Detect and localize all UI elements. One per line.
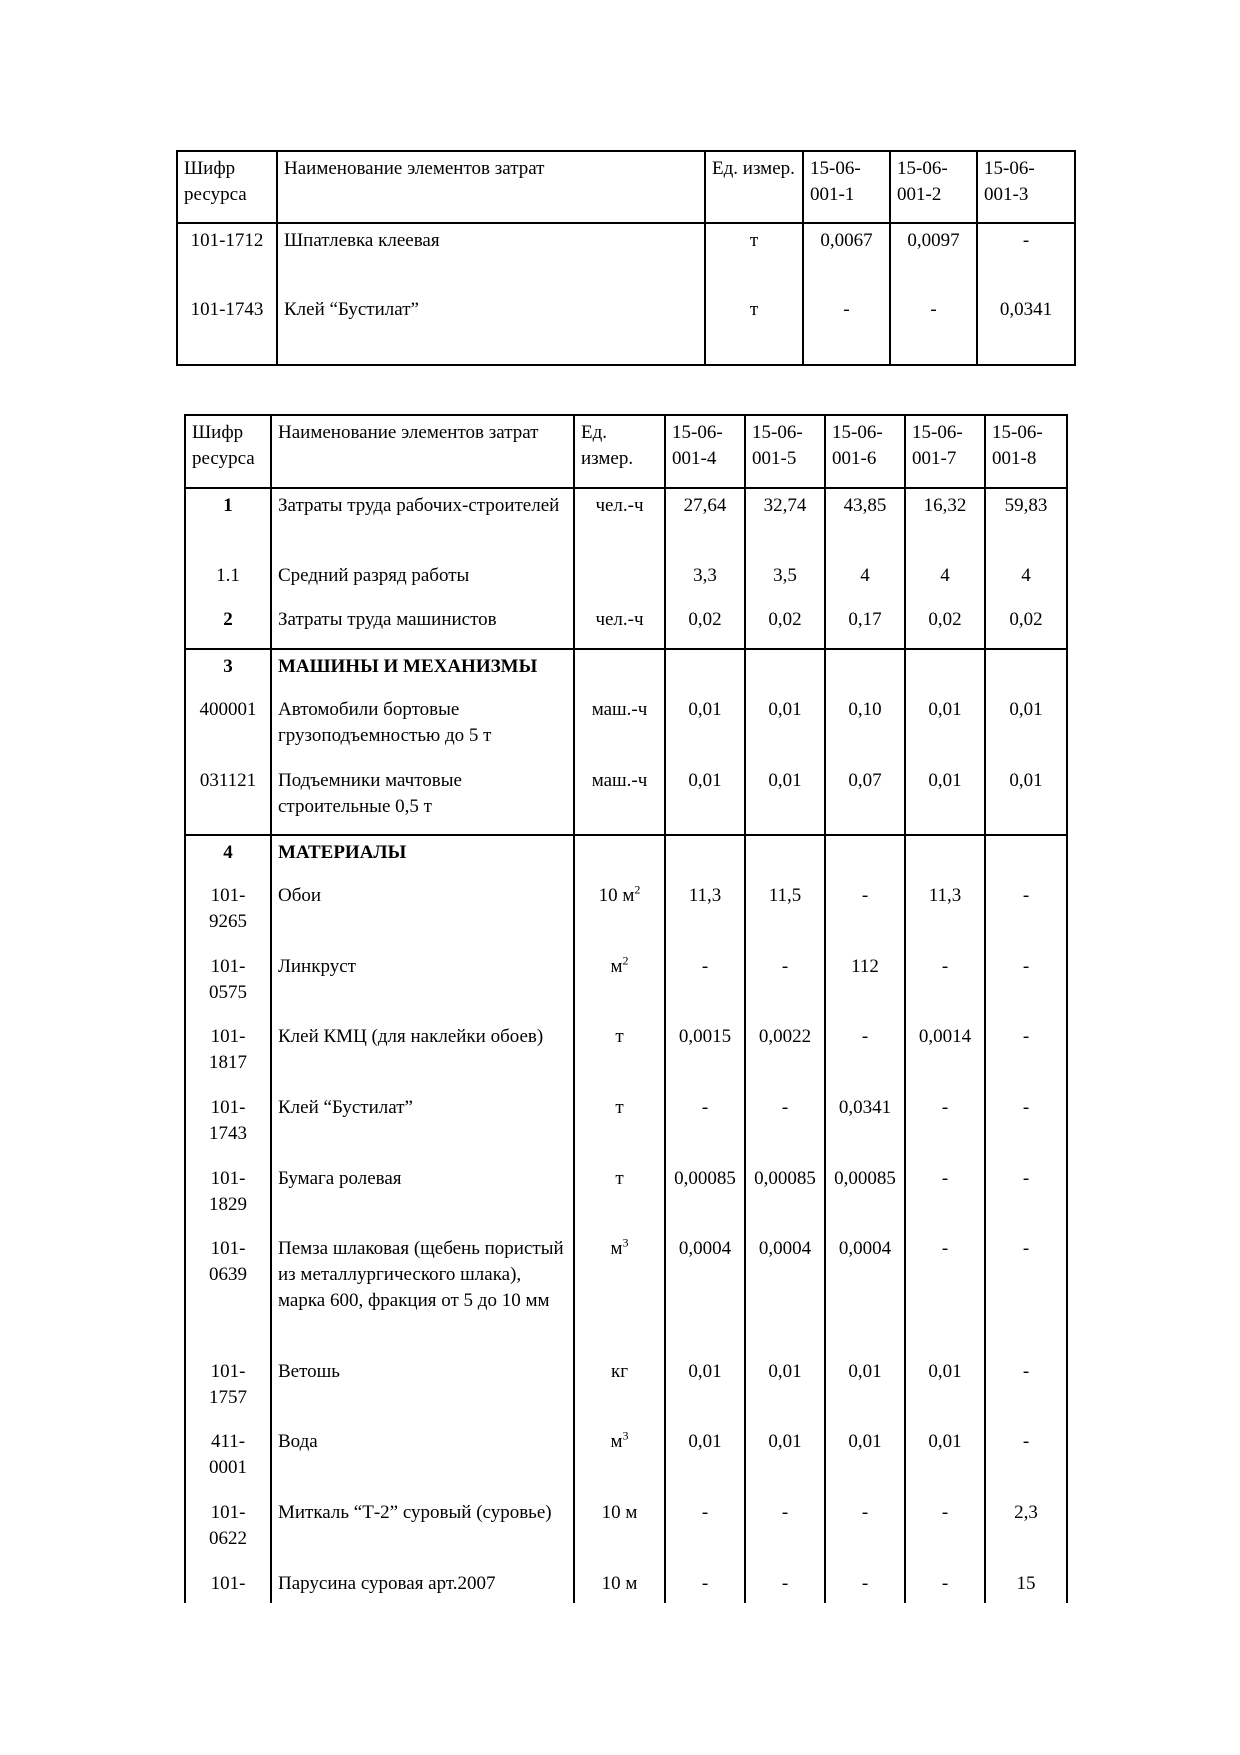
resource-unit: 10 м <box>574 1567 665 1603</box>
resource-unit <box>574 649 665 693</box>
resource-name: Клей “Бустилат” <box>271 1091 574 1162</box>
table-row <box>185 559 1067 603</box>
resource-value: - <box>977 223 1075 293</box>
resource-value: 0,01 <box>985 764 1067 835</box>
resource-value: - <box>665 1496 745 1567</box>
resource-unit: т <box>574 1020 665 1091</box>
resource-unit: кг <box>574 1355 665 1425</box>
resource-value: 3,3 <box>665 559 745 603</box>
resource-value: 0,0341 <box>977 293 1075 365</box>
resource-unit: 10 м <box>574 1496 665 1567</box>
resource-value: - <box>985 1355 1067 1425</box>
resource-value: 0,01 <box>665 693 745 764</box>
resource-name: Линкруст <box>271 950 574 1020</box>
resource-name: Клей КМЦ (для наклейки обоев) <box>271 1020 574 1091</box>
resource-value: 3,5 <box>745 559 825 603</box>
resource-unit <box>574 835 665 879</box>
resource-table-1 <box>176 150 1076 366</box>
resource-code: 101-1743 <box>185 1091 271 1162</box>
resource-name: Клей “Бустилат” <box>277 293 705 365</box>
resource-value: 0,00085 <box>665 1162 745 1232</box>
resource-code: 101-0622 <box>185 1496 271 1567</box>
resource-value: 11,3 <box>665 879 745 950</box>
resource-unit: маш.-ч <box>574 764 665 835</box>
resource-unit: т <box>705 293 803 365</box>
resource-value: - <box>825 879 905 950</box>
resource-value: 0,0341 <box>825 1091 905 1162</box>
resource-code: 101-1712 <box>177 223 277 293</box>
header-col-8: 15-06-001-8 <box>985 415 1067 488</box>
resource-value: - <box>825 1567 905 1603</box>
section-code: 3 <box>185 649 271 693</box>
resource-value <box>985 649 1067 693</box>
resource-value <box>825 835 905 879</box>
header-name: Наименование элементов затрат <box>277 151 705 223</box>
resource-value: 0,02 <box>905 603 985 649</box>
resource-value: 0,10 <box>825 693 905 764</box>
section-row <box>185 835 1067 879</box>
resource-value <box>665 835 745 879</box>
table-row <box>185 764 1067 835</box>
resource-value: - <box>905 1567 985 1603</box>
resource-value: 0,00085 <box>825 1162 905 1232</box>
resource-value: 0,01 <box>985 693 1067 764</box>
resource-name: Обои <box>271 879 574 950</box>
resource-value: - <box>905 950 985 1020</box>
section-title: МАШИНЫ И МЕХАНИЗМЫ <box>271 649 574 693</box>
resource-value: - <box>665 1091 745 1162</box>
resource-name: Затраты труда машинистов <box>271 603 574 649</box>
table-row <box>185 1162 1067 1232</box>
resource-value: 0,01 <box>905 693 985 764</box>
resource-value: 0,07 <box>825 764 905 835</box>
resource-unit: $м^3$ <box>574 1232 665 1355</box>
resource-name: Автомобили бортовые грузоподъемностью до 5 т <box>271 693 574 764</box>
table-row <box>185 693 1067 764</box>
resource-value: 11,5 <box>745 879 825 950</box>
resource-value <box>905 649 985 693</box>
resource-table-2 <box>184 414 1068 1603</box>
resource-value: 16,32 <box>905 488 985 559</box>
table-row <box>185 1355 1067 1425</box>
resource-unit: т <box>574 1162 665 1232</box>
resource-value: 11,3 <box>905 879 985 950</box>
resource-unit: $м^3$ <box>574 1425 665 1496</box>
resource-code: 2 <box>185 603 271 649</box>
resource-value: 0,0022 <box>745 1020 825 1091</box>
resource-name: Пемза шлаковая (щебень пористый из металлургического шлака), марка 600, фракция от 5 до 10 мм <box>271 1232 574 1355</box>
table-header-row <box>185 415 1067 488</box>
resource-value: 43,85 <box>825 488 905 559</box>
table-row <box>185 879 1067 950</box>
table-row <box>185 603 1067 649</box>
resource-unit: $м^2$ <box>574 950 665 1020</box>
resource-value: 4 <box>905 559 985 603</box>
resource-unit: 10 $м^2$ <box>574 879 665 950</box>
resource-value: 15 <box>985 1567 1067 1603</box>
resource-value: 0,0004 <box>665 1232 745 1355</box>
resource-value <box>905 835 985 879</box>
resource-code: 411-0001 <box>185 1425 271 1496</box>
section-code: 4 <box>185 835 271 879</box>
table-row <box>185 1091 1067 1162</box>
resource-value: - <box>985 950 1067 1020</box>
resource-name: Шпатлевка клеевая <box>277 223 705 293</box>
resource-code: 101-0639 <box>185 1232 271 1355</box>
resource-name: Бумага ролевая <box>271 1162 574 1232</box>
table-row <box>185 1567 1067 1603</box>
header-col-5: 15-06-001-5 <box>745 415 825 488</box>
resource-code: 101-9265 <box>185 879 271 950</box>
resource-name: Парусина суровая арт.2007 <box>271 1567 574 1603</box>
resource-value: - <box>890 293 977 365</box>
resource-value: 27,64 <box>665 488 745 559</box>
resource-value: 0,01 <box>825 1425 905 1496</box>
header-unit: Ед. измер. <box>705 151 803 223</box>
resource-unit: маш.-ч <box>574 693 665 764</box>
resource-value: 0,00085 <box>745 1162 825 1232</box>
resource-value: 0,01 <box>665 764 745 835</box>
resource-value: - <box>905 1232 985 1355</box>
resource-value: - <box>745 1567 825 1603</box>
resource-name: Миткаль “Т-2” суровый (суровье) <box>271 1496 574 1567</box>
resource-value: 0,01 <box>665 1355 745 1425</box>
resource-value: 0,0014 <box>905 1020 985 1091</box>
resource-value <box>665 649 745 693</box>
resource-value: 0,02 <box>745 603 825 649</box>
table-row <box>185 1020 1067 1091</box>
resource-value: 32,74 <box>745 488 825 559</box>
resource-value: 0,01 <box>745 1355 825 1425</box>
resource-name: Подъемники мачтовые строительные 0,5 т <box>271 764 574 835</box>
resource-value: 0,01 <box>905 764 985 835</box>
resource-code: 101-0575 <box>185 950 271 1020</box>
resource-value: 0,01 <box>745 764 825 835</box>
table-row <box>185 1425 1067 1496</box>
resource-value: 4 <box>825 559 905 603</box>
resource-value: 112 <box>825 950 905 1020</box>
resource-code: 031121 <box>185 764 271 835</box>
resource-value: 0,02 <box>665 603 745 649</box>
resource-value: - <box>905 1496 985 1567</box>
resource-value: 2,3 <box>985 1496 1067 1567</box>
resource-value <box>745 649 825 693</box>
resource-value: 59,83 <box>985 488 1067 559</box>
resource-value: - <box>985 1091 1067 1162</box>
resource-value: 0,01 <box>905 1355 985 1425</box>
resource-value: - <box>905 1162 985 1232</box>
resource-code: 1 <box>185 488 271 559</box>
table-header-row <box>177 151 1075 223</box>
resource-value: - <box>905 1091 985 1162</box>
header-col-7: 15-06-001-7 <box>905 415 985 488</box>
resource-code: 400001 <box>185 693 271 764</box>
resource-value: - <box>825 1020 905 1091</box>
header-col-1: 15-06-001-1 <box>803 151 890 223</box>
resource-value: 0,02 <box>985 603 1067 649</box>
resource-value <box>745 835 825 879</box>
resource-code: 101-1817 <box>185 1020 271 1091</box>
header-name: Наименование элементов затрат <box>271 415 574 488</box>
resource-code: 1.1 <box>185 559 271 603</box>
resource-value: - <box>985 1162 1067 1232</box>
header-col-2: 15-06-001-2 <box>890 151 977 223</box>
resource-name: Затраты труда рабочих-строителей <box>271 488 574 559</box>
resource-value: - <box>985 1425 1067 1496</box>
resource-value: 0,01 <box>665 1425 745 1496</box>
resource-value: - <box>745 1496 825 1567</box>
resource-value: - <box>803 293 890 365</box>
resource-value: 4 <box>985 559 1067 603</box>
header-unit: Ед. измер. <box>574 415 665 488</box>
table-row <box>185 1496 1067 1567</box>
header-col-4: 15-06-001-4 <box>665 415 745 488</box>
resource-value: 0,0015 <box>665 1020 745 1091</box>
resource-name: Ветошь <box>271 1355 574 1425</box>
resource-name: Вода <box>271 1425 574 1496</box>
table-row <box>177 223 1075 293</box>
resource-name: Средний разряд работы <box>271 559 574 603</box>
resource-value: 0,0097 <box>890 223 977 293</box>
resource-unit: чел.-ч <box>574 603 665 649</box>
resource-value: - <box>745 950 825 1020</box>
resource-value: 0,01 <box>905 1425 985 1496</box>
table-row <box>177 293 1075 365</box>
resource-unit <box>574 559 665 603</box>
table-row <box>185 488 1067 559</box>
resource-value: 0,0004 <box>825 1232 905 1355</box>
resource-value: - <box>745 1091 825 1162</box>
header-col-6: 15-06-001-6 <box>825 415 905 488</box>
section-row <box>185 649 1067 693</box>
resource-code: 101- <box>185 1567 271 1603</box>
resource-value: - <box>665 1567 745 1603</box>
resource-value: - <box>985 1232 1067 1355</box>
resource-value: 0,01 <box>745 1425 825 1496</box>
header-code: Шифр ресурса <box>177 151 277 223</box>
table-row <box>185 1232 1067 1355</box>
resource-value <box>825 649 905 693</box>
resource-code: 101-1829 <box>185 1162 271 1232</box>
resource-value: 0,0004 <box>745 1232 825 1355</box>
section-title: МАТЕРИАЛЫ <box>271 835 574 879</box>
resource-value: 0,0067 <box>803 223 890 293</box>
header-col-3: 15-06-001-3 <box>977 151 1075 223</box>
resource-value: 0,17 <box>825 603 905 649</box>
resource-value: 0,01 <box>825 1355 905 1425</box>
resource-unit: т <box>705 223 803 293</box>
resource-value <box>985 835 1067 879</box>
header-code: Шифр ресурса <box>185 415 271 488</box>
resource-unit: чел.-ч <box>574 488 665 559</box>
resource-value: - <box>985 1020 1067 1091</box>
resource-value: 0,01 <box>745 693 825 764</box>
resource-unit: т <box>574 1091 665 1162</box>
resource-code: 101-1757 <box>185 1355 271 1425</box>
resource-value: - <box>665 950 745 1020</box>
resource-code: 101-1743 <box>177 293 277 365</box>
table-row <box>185 950 1067 1020</box>
resource-value: - <box>825 1496 905 1567</box>
resource-value: - <box>985 879 1067 950</box>
